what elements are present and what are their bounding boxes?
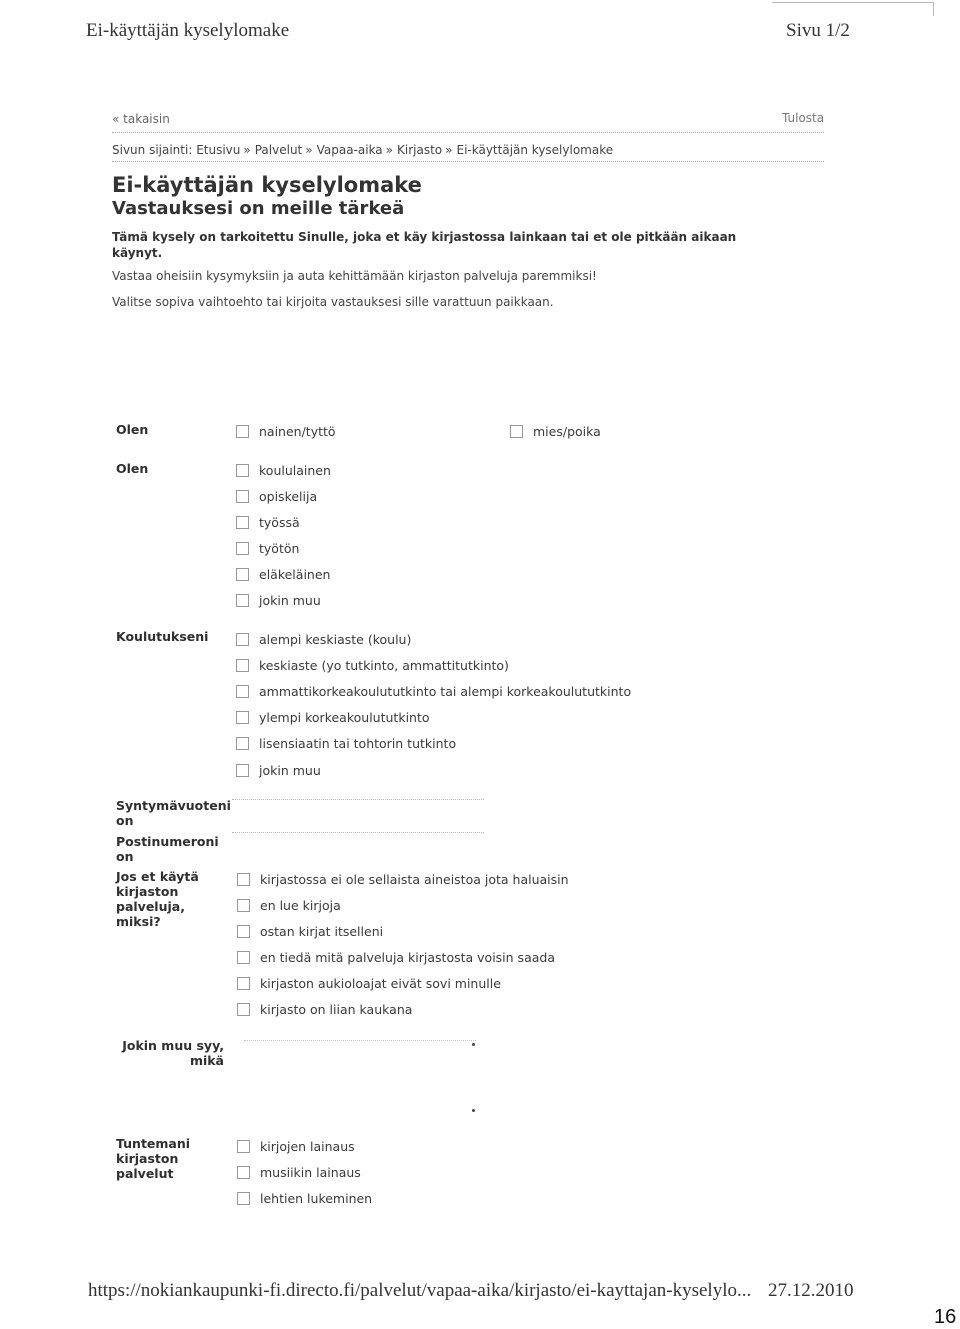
intro-text-bold: Tämä kysely on tarkoitettu Sinulle, joka et käy kirjastossa lainkaan tai et ole pitkään aikaan käynyt.	[112, 230, 737, 260]
option-label: työtön	[259, 541, 300, 556]
birth-year-input[interactable]	[232, 799, 484, 828]
service-option[interactable]	[237, 1165, 361, 1180]
status-label: Olen	[116, 461, 149, 476]
breadcrumb-item-current: Ei-käyttäjän kyselylomake	[456, 143, 614, 157]
divider	[112, 161, 824, 163]
option-label: mies/poika	[533, 424, 601, 439]
checkbox[interactable]	[237, 1192, 250, 1205]
label-line: mikä	[189, 1053, 224, 1068]
label-line: Postinumeroni	[116, 834, 219, 849]
breadcrumb-item-kirjasto[interactable]: Kirjasto	[397, 143, 443, 157]
option-label: jokin muu	[259, 763, 321, 778]
reason-option[interactable]	[237, 950, 555, 965]
checkbox[interactable]	[237, 873, 250, 886]
education-option[interactable]	[236, 632, 411, 647]
checkbox[interactable]	[237, 977, 250, 990]
label-line: palvelut	[116, 1166, 174, 1181]
option-label: keskiaste (yo tutkinto, ammattitutkinto)	[259, 658, 509, 673]
option-label: koululainen	[259, 463, 331, 478]
checkbox[interactable]	[236, 542, 249, 555]
breadcrumb-item-vapaa-aika[interactable]: Vapaa-aika	[316, 143, 383, 157]
reason-option[interactable]	[237, 924, 383, 939]
checkbox[interactable]	[236, 516, 249, 529]
print-footer-date: 27.12.2010	[768, 1280, 854, 1301]
checkbox[interactable]	[236, 568, 249, 581]
page-title: Ei-käyttäjän kyselylomake	[112, 173, 422, 197]
page-number: 16	[934, 1306, 957, 1328]
checkbox[interactable]	[236, 764, 249, 777]
breadcrumb-separator: »	[305, 143, 313, 157]
option-label: ylempi korkeakoulututkinto	[259, 710, 430, 725]
breadcrumb-separator: »	[445, 143, 453, 157]
option-label: ostan kirjat itselleni	[260, 924, 384, 939]
option-label: opiskelija	[259, 489, 318, 504]
label-line: Jos et käytä	[116, 869, 199, 884]
scroll-marker	[472, 1109, 475, 1112]
label-line: on	[116, 849, 134, 864]
status-option[interactable]	[236, 593, 321, 608]
checkbox[interactable]	[236, 490, 249, 503]
checkbox[interactable]	[236, 711, 249, 724]
reasons-label	[116, 869, 199, 929]
education-option[interactable]	[236, 736, 456, 751]
other-reason-label	[116, 1038, 224, 1068]
option-label: alempi keskiaste (koulu)	[259, 632, 412, 647]
checkbox[interactable]	[237, 1166, 250, 1179]
checkbox[interactable]	[237, 1140, 250, 1153]
status-option[interactable]	[236, 541, 299, 556]
intro-text: Valitse sopiva vaihtoehto tai kirjoita vastauksesi sille varattuun paikkaan.	[112, 295, 554, 309]
education-option[interactable]	[236, 763, 321, 778]
checkbox[interactable]	[236, 659, 249, 672]
option-label: lisensiaatin tai tohtorin tutkinto	[259, 736, 457, 751]
birth-year-label	[116, 798, 231, 828]
checkbox[interactable]	[236, 685, 249, 698]
print-header-title: Ei-käyttäjän kyselylomake	[86, 20, 290, 41]
print-header-page: Sivu 1/2	[786, 20, 850, 41]
gender-label: Olen	[116, 422, 149, 437]
gender-option[interactable]	[236, 424, 336, 439]
status-option[interactable]	[236, 515, 300, 530]
education-option[interactable]	[236, 658, 509, 673]
label-line: miksi?	[116, 914, 161, 929]
divider	[112, 132, 824, 134]
breadcrumb-item-etusivu[interactable]: Etusivu	[196, 143, 241, 157]
print-footer-url: https://nokiankaupunki-fi.directo.fi/palvelut/vapaa-aika/kirjasto/ei-kayttajan-kyselylo...	[88, 1280, 752, 1301]
checkbox[interactable]	[236, 737, 249, 750]
postal-code-input[interactable]	[232, 832, 484, 861]
label-line: kirjaston	[116, 884, 179, 899]
corner-border-vertical	[933, 2, 934, 16]
option-label: kirjasto on liian kaukana	[260, 1002, 413, 1017]
print-link[interactable]: Tulosta	[782, 111, 825, 125]
known-services-label	[116, 1136, 190, 1181]
option-label: ammattikorkeakoulututkinto tai alempi korkeakoulututkinto	[259, 684, 632, 699]
checkbox[interactable]	[237, 1003, 250, 1016]
postal-code-label	[116, 834, 219, 864]
reason-option[interactable]	[237, 898, 341, 913]
option-label: kirjaston aukioloajat eivät sovi minulle	[260, 976, 501, 991]
reason-option[interactable]	[237, 872, 569, 887]
option-label: en tiedä mitä palveluja kirjastosta voisin saada	[260, 950, 555, 965]
other-reason-textarea[interactable]	[244, 1040, 476, 1111]
label-line: on	[116, 813, 134, 828]
status-option[interactable]	[236, 567, 330, 582]
option-label: lehtien lukeminen	[260, 1191, 373, 1206]
checkbox[interactable]	[237, 925, 250, 938]
checkbox[interactable]	[236, 464, 249, 477]
option-label: nainen/tyttö	[259, 424, 336, 439]
education-option[interactable]	[236, 684, 631, 699]
label-line: Syntymävuoteni	[116, 798, 231, 813]
label-line: Tuntemani	[116, 1136, 191, 1151]
breadcrumb-item-palvelut[interactable]: Palvelut	[254, 143, 303, 157]
reason-option[interactable]	[237, 1002, 412, 1017]
scroll-marker	[472, 1043, 475, 1046]
checkbox[interactable]	[237, 951, 250, 964]
label-line: palveluja,	[116, 899, 185, 914]
status-option[interactable]	[236, 463, 331, 478]
checkbox[interactable]	[237, 899, 250, 912]
breadcrumb	[112, 143, 613, 157]
option-label: kirjojen lainaus	[260, 1139, 355, 1154]
corner-border	[772, 2, 934, 3]
checkbox[interactable]	[236, 633, 249, 646]
gender-option[interactable]	[510, 424, 601, 439]
reason-option[interactable]	[237, 976, 501, 991]
education-option[interactable]	[236, 710, 430, 725]
checkbox[interactable]	[236, 594, 249, 607]
option-label: työssä	[259, 515, 300, 530]
label-line: kirjaston	[116, 1151, 179, 1166]
page-subtitle: Vastauksesi on meille tärkeä	[112, 198, 405, 219]
education-label: Koulutukseni	[116, 629, 209, 644]
service-option[interactable]	[237, 1191, 372, 1206]
status-option[interactable]	[236, 489, 317, 504]
back-link[interactable]: « takaisin	[112, 112, 170, 126]
breadcrumb-separator: »	[385, 143, 394, 157]
option-label: kirjastossa ei ole sellaista aineistoa jota haluaisin	[260, 872, 569, 887]
option-label: jokin muu	[259, 593, 321, 608]
option-label: en lue kirjoja	[260, 898, 341, 913]
option-label: musiikin lainaus	[260, 1165, 361, 1180]
label-line: Jokin muu syy,	[122, 1038, 224, 1053]
checkbox[interactable]	[510, 425, 523, 438]
checkbox[interactable]	[236, 425, 249, 438]
breadcrumb-separator: »	[243, 143, 251, 157]
service-option[interactable]	[237, 1139, 355, 1154]
option-label: eläkeläinen	[259, 567, 331, 582]
breadcrumb-prefix: Sivun sijainti:	[112, 143, 193, 157]
intro-text: Vastaa oheisiin kysymyksiin ja auta kehittämään kirjaston palveluja paremmiksi!	[112, 269, 597, 283]
